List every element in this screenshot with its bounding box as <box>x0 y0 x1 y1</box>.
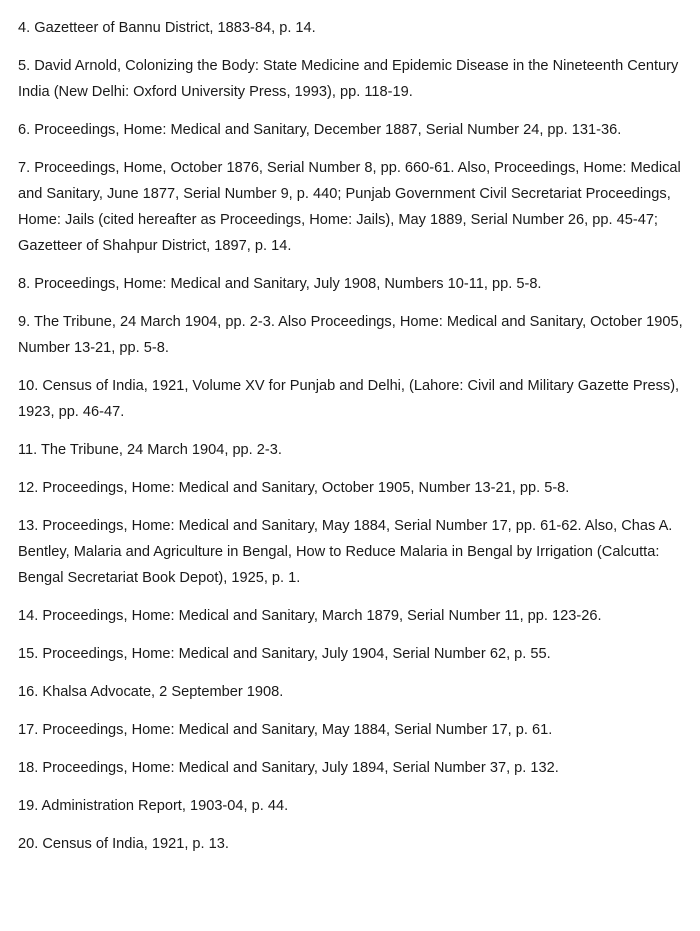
endnote-4: 4. Gazetteer of Bannu District, 1883-84, p. 14. <box>18 20 316 36</box>
endnote-5: 5. David Arnold, Colonizing the Body: State Medicine and Epidemic Disease in the Nineteenth Century India (New Delhi: Oxford University Press, 1993), pp. 118-19. <box>18 58 679 100</box>
endnote-18: 18. Proceedings, Home: Medical and Sanitary, July 1894, Serial Number 37, p. 132. <box>18 760 559 776</box>
endnote-12: 12. Proceedings, Home: Medical and Sanitary, October 1905, Number 13-21, pp. 5-8. <box>18 480 570 496</box>
endnote-17: 17. Proceedings, Home: Medical and Sanitary, May 1884, Serial Number 17, p. 61. <box>18 722 553 738</box>
endnote-20: 20. Census of India, 1921, p. 13. <box>18 836 229 852</box>
endnote-14: 14. Proceedings, Home: Medical and Sanitary, March 1879, Serial Number 11, pp. 123-26. <box>18 608 602 624</box>
endnote-9: 9. The Tribune, 24 March 1904, pp. 2-3. Also Proceedings, Home: Medical and Sanitary, October 1905, Number 13-21, pp. 5-8. <box>18 314 683 356</box>
endnote-11: 11. The Tribune, 24 March 1904, pp. 2-3. <box>18 442 282 458</box>
endnote-13: 13. Proceedings, Home: Medical and Sanitary, May 1884, Serial Number 17, pp. 61-62. Also, Chas A. Bentley, Malaria and Agriculture in Bengal, How to Reduce Malaria in Bengal by Irrigation (Calcutta: Bengal Secretariat Book Depot), 1925, p. 1. <box>18 518 673 586</box>
endnote-8: 8. Proceedings, Home: Medical and Sanitary, July 1908, Numbers 10-11, pp. 5-8. <box>18 276 542 292</box>
endnote-10: 10. Census of India, 1921, Volume XV for Punjab and Delhi, (Lahore: Civil and Military Gazette Press), 1923, pp. 46-47. <box>18 378 680 420</box>
endnote-7: 7. Proceedings, Home, October 1876, Serial Number 8, pp. 660-61. Also, Proceedings, Home: Medical and Sanitary, June 1877, Serial Number 9, p. 440; Punjab Government Civil Secretariat Proceedings, Home: Jails (cited hereafter as Proceedings, Home: Jails), May 1889, Serial Number 26, pp. 45-47; Gazetteer of Shahpur District, 1897, p. 14. <box>18 160 681 254</box>
endnote-15: 15. Proceedings, Home: Medical and Sanitary, July 1904, Serial Number 62, p. 55. <box>18 646 551 662</box>
endnote-6: 6. Proceedings, Home: Medical and Sanitary, December 1887, Serial Number 24, pp. 131-36. <box>18 122 622 138</box>
endnote-16: 16. Khalsa Advocate, 2 September 1908. <box>18 684 284 700</box>
endnote-19: 19. Administration Report, 1903-04, p. 44. <box>18 798 289 814</box>
